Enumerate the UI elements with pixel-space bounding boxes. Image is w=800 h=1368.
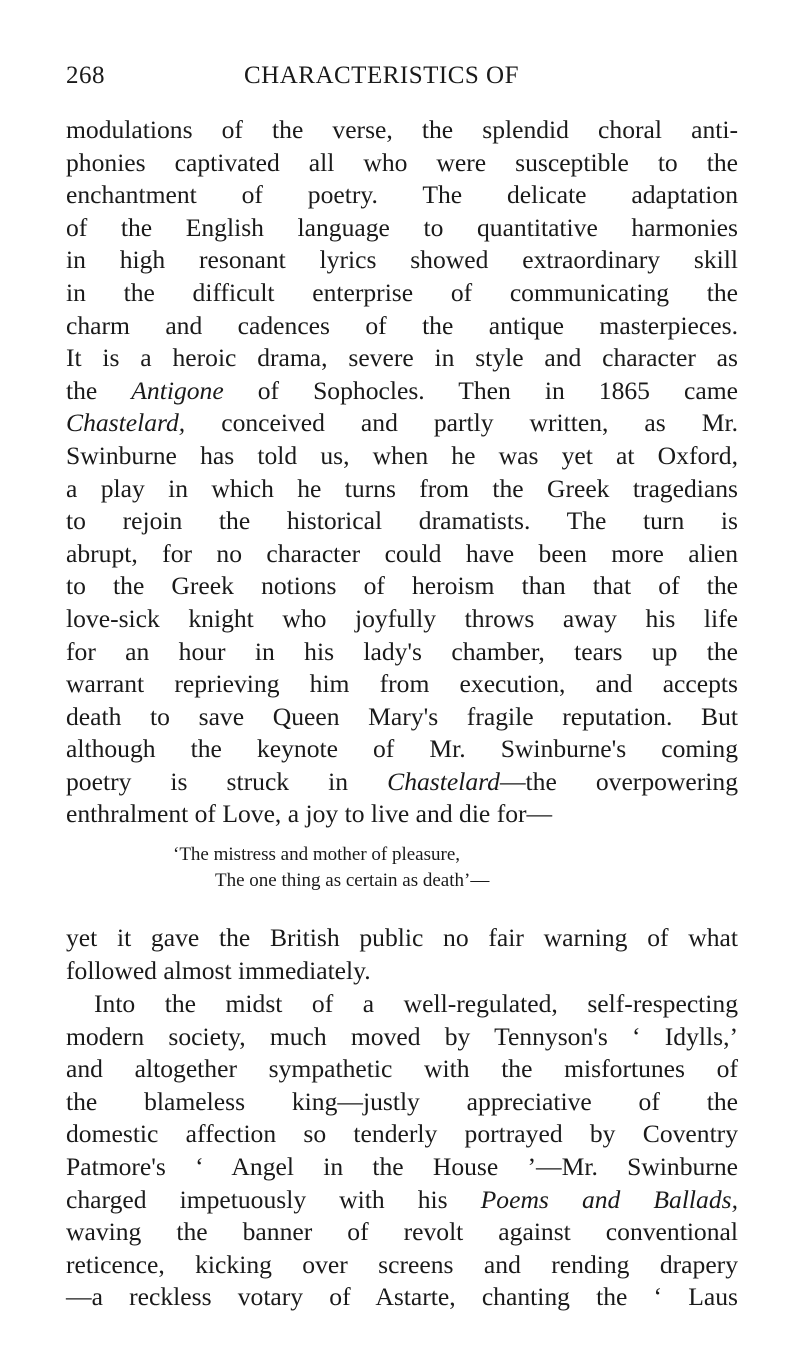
text-run: poetry is struck in [66, 766, 388, 796]
text-line: reticence, kicking over screens and rending drapery [66, 1249, 738, 1279]
text-line: to the Greek notions of heroism than that of the [66, 571, 738, 601]
text-line [66, 1184, 738, 1217]
text-line [66, 766, 738, 799]
text-line: modulations of the verse, the splendid choral anti- [66, 115, 738, 144]
text-line: abrupt, for no character could have been more alien [66, 538, 738, 568]
text-line [66, 407, 738, 440]
text-line: followed almost immediately. [66, 955, 371, 985]
text-run: conceived and partly written, as Mr. [185, 408, 738, 438]
text-line: charm and cadences of the antique masterpieces. [66, 310, 738, 340]
text-run: of Sophocles. Then in 1865 came [223, 375, 738, 405]
paragraph-1 [66, 114, 738, 831]
text-line: a play in which he turns from the Greek tragedians [66, 473, 738, 503]
text-line: domestic affection so tenderly portrayed by Coventry [66, 1119, 738, 1149]
text-line: in the difficult enterprise of communicating the [66, 277, 738, 307]
text-line: death to save Queen Mary's fragile reputation. But [66, 701, 738, 731]
text-line: warrant reprieving him from execution, and accepts [66, 669, 738, 699]
paragraph-2 [66, 922, 738, 987]
text-run: charged impetuously with his [66, 1184, 481, 1214]
italic-title: Poems and Ballads, [480, 1184, 738, 1214]
text-line: for an hour in his lady's chamber, tears up the [66, 636, 738, 666]
quote-line: ‘The mistress and mother of pleasure, [173, 844, 461, 865]
page-header [66, 58, 738, 94]
text-line [66, 375, 738, 408]
text-line: yet it gave the British public no fair warning of what [66, 923, 738, 952]
italic-title: Chastelard [387, 766, 500, 796]
text-line: It is a heroic drama, severe in style and character as [66, 343, 738, 373]
text-line: Into the midst of a well-regulated, self-respecting [94, 989, 738, 1018]
running-head: CHARACTERISTICS OF [244, 62, 520, 89]
text-line: modern society, much moved by Tennyson's ‘ Idylls,’ [66, 1021, 738, 1051]
text-line: and altogether sympathetic with the misfortunes of [66, 1054, 738, 1084]
text-line: phonies captivated all who were susceptible to the [66, 147, 738, 177]
text-line: of the English language to quantitative harmonies [66, 212, 738, 242]
italic-title: Chastelard, [66, 408, 186, 438]
text-line: —a reckless votary of Astarte, chanting the ‘ Laus [66, 1282, 738, 1312]
text-line: Swinburne has told us, when he was yet at Oxford, [66, 440, 738, 470]
page-number: 268 [66, 62, 105, 89]
quote-line: The one thing as certain as death’— [215, 870, 490, 891]
text-run: —the overpowering [499, 766, 738, 796]
text-line: the blameless king—justly appreciative of the [66, 1086, 738, 1116]
text-line: Patmore's ‘ Angel in the House ’—Mr. Swinburne [66, 1151, 738, 1181]
italic-title: Antigone [131, 375, 224, 405]
text-line: waving the banner of revolt against conventional [66, 1217, 738, 1247]
text-run: the [66, 375, 132, 405]
text-line: although the keynote of Mr. Swinburne's coming [66, 734, 738, 764]
text-line: to rejoin the historical dramatists. The turn is [66, 506, 738, 536]
verse-quotation [66, 842, 738, 894]
paragraph-3 [66, 988, 738, 1314]
text-line: enthralment of Love, a joy to live and die for— [66, 799, 553, 829]
text-line: love-sick knight who joyfully throws away his life [66, 603, 738, 633]
text-line: enchantment of poetry. The delicate adaptation [66, 180, 738, 210]
text-line: in high resonant lyrics showed extraordinary skill [66, 245, 738, 275]
